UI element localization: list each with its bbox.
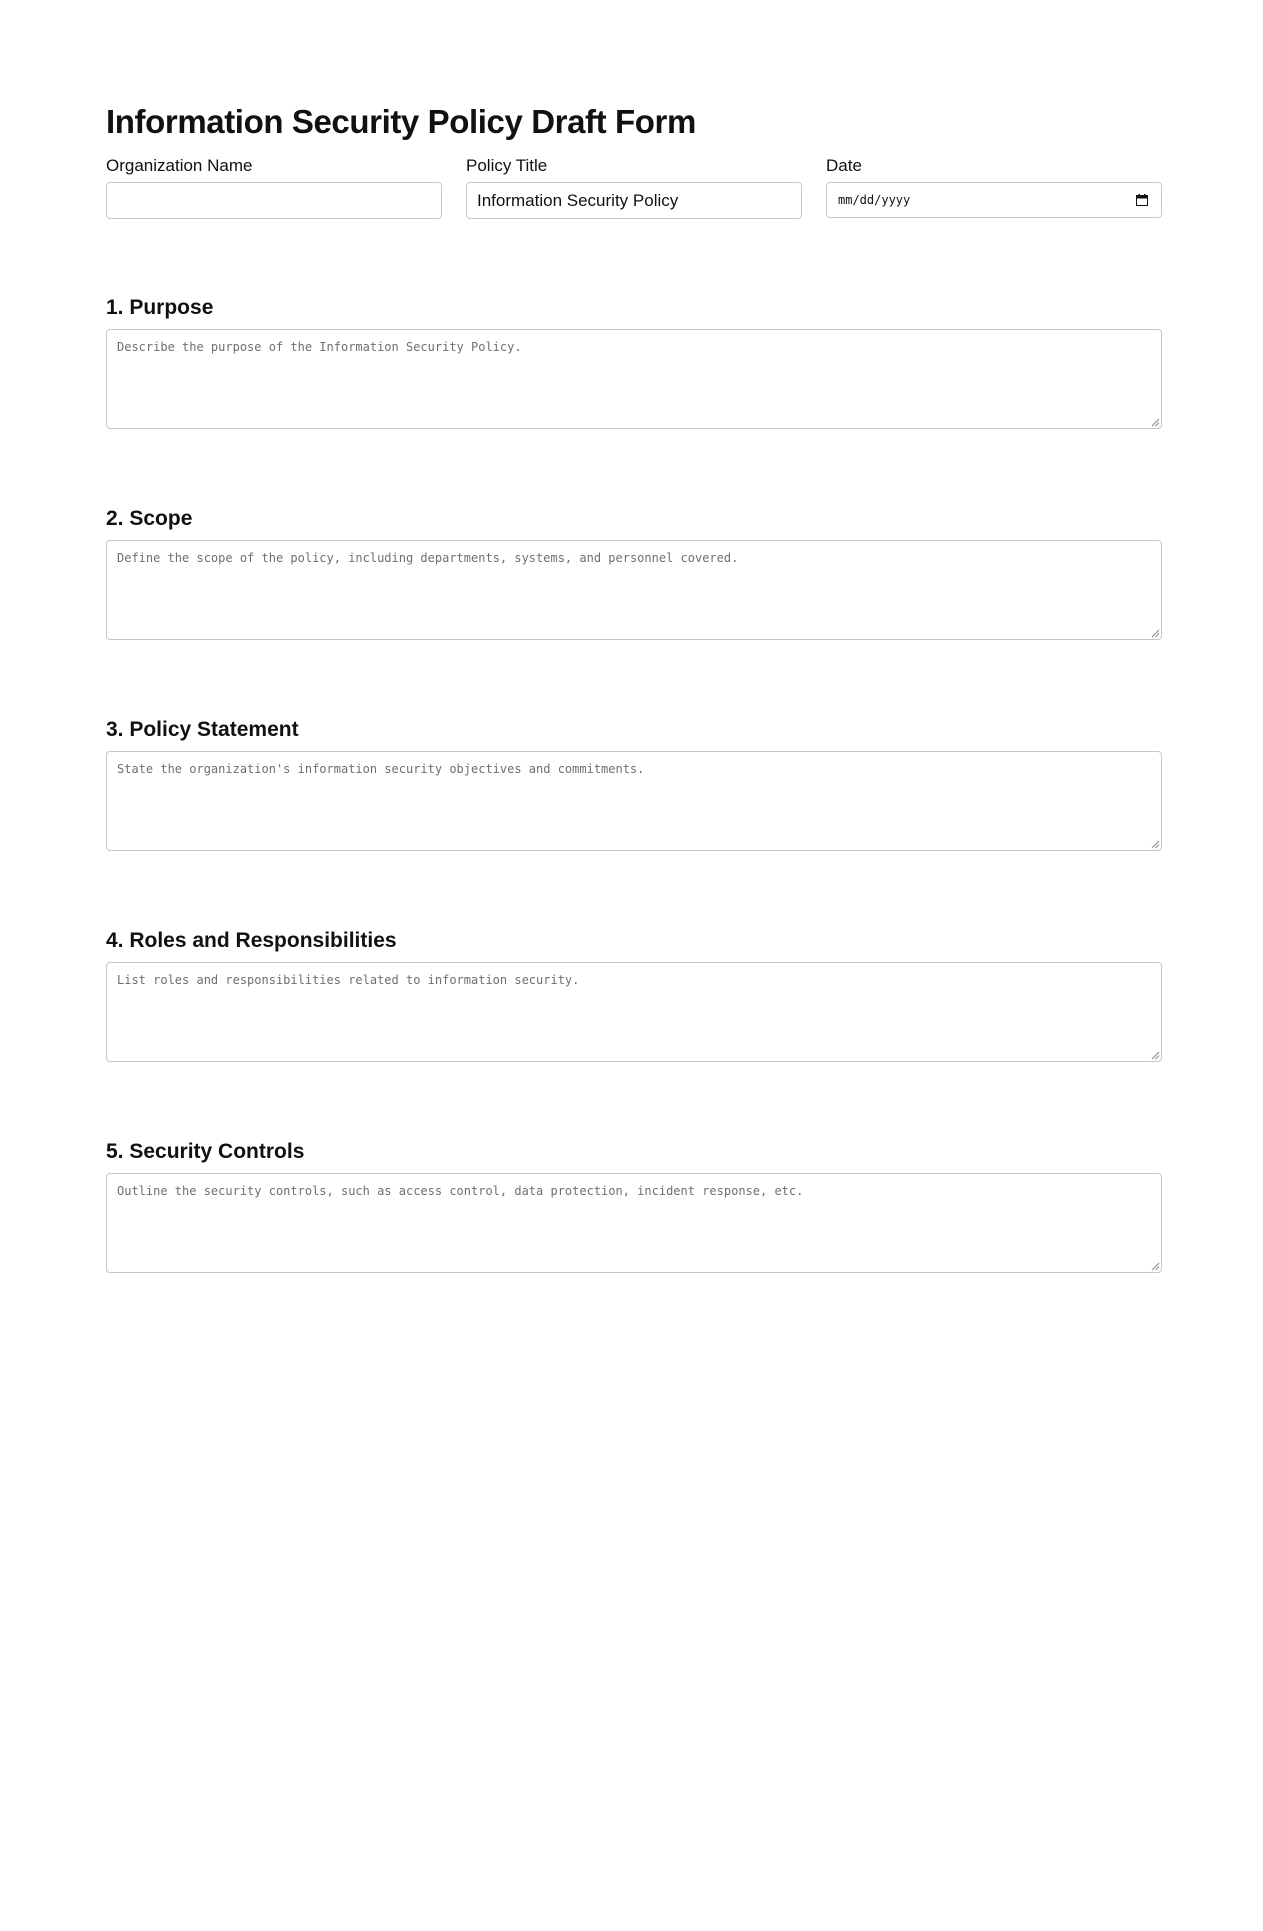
date-input[interactable] bbox=[826, 182, 1162, 218]
section-title-security-controls: 5. Security Controls bbox=[106, 1140, 305, 1163]
date-field-group bbox=[826, 156, 1162, 207]
section-roles-responsibilities bbox=[106, 928, 1162, 958]
scope-textarea[interactable] bbox=[106, 540, 1162, 640]
security-controls-textarea[interactable] bbox=[106, 1173, 1162, 1273]
section-scope bbox=[106, 506, 1162, 536]
calendar-icon[interactable] bbox=[1136, 194, 1148, 206]
section-title-scope: 2. Scope bbox=[106, 507, 193, 530]
date-label: Date bbox=[826, 156, 862, 175]
section-security-controls bbox=[106, 1139, 1162, 1169]
roles-responsibilities-textarea[interactable] bbox=[106, 962, 1162, 1062]
purpose-textarea[interactable] bbox=[106, 329, 1162, 429]
policy-title-label: Policy Title bbox=[466, 156, 548, 175]
section-title-policy-statement: 3. Policy Statement bbox=[106, 718, 299, 741]
policy-title-field-group bbox=[466, 156, 802, 176]
policy-statement-textarea[interactable] bbox=[106, 751, 1162, 851]
policy-title-input[interactable] bbox=[466, 182, 802, 219]
organization-name-input[interactable] bbox=[106, 182, 442, 219]
organization-name-field-group bbox=[106, 156, 442, 176]
page-title: Information Security Policy Draft Form bbox=[106, 103, 696, 140]
date-placeholder: mm/dd/yyyy bbox=[838, 193, 911, 207]
section-policy-statement bbox=[106, 717, 1162, 747]
section-title-purpose: 1. Purpose bbox=[106, 296, 214, 319]
section-purpose bbox=[106, 295, 1162, 325]
organization-name-label: Organization Name bbox=[106, 156, 253, 175]
section-title-roles-responsibilities: 4. Roles and Responsibilities bbox=[106, 929, 397, 952]
